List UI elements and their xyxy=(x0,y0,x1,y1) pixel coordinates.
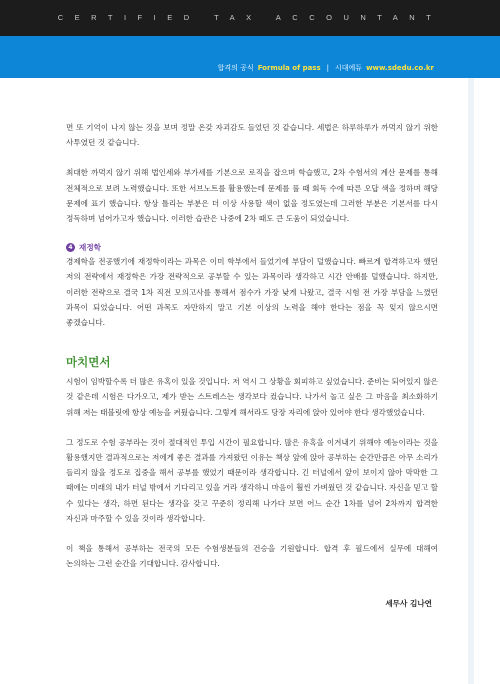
publisher-prefix: 시대에듀 xyxy=(335,64,363,72)
body-paragraph: 경제학을 전공했기에 재정학이라는 과목은 이미 학부에서 들었기에 부담이 덜했습니다. 빠르게 합격하고자 했던 저의 전략에서 재정학은 가장 전략적으로 공부할 수 있는 과목이라 생각하고 시간 안배를 덜했습니다. 하지만, 이러한 전략으로 결국 1차 직전 모의고사를 통해서 점수가 가장 낮게 나왔고, 결국 시험 전 가장 부담을 느꼈던 과목이 되었습니다. 어떤 과목도 자만하지 말고 기본 이상의 노력을 해야 한다는 점을 꼭 잊지 않으시면 좋겠습니다. xyxy=(66,257,438,328)
right-side-strip xyxy=(468,78,474,684)
body-paragraph: 이 책을 통해서 공부하는 전국의 모든 수험생분들의 건승을 기원합니다. 합격 후 필드에서 실무에 대해여 논의하는 그런 순간을 기대합니다. 감사합니다. xyxy=(66,544,438,569)
header-title: CERTIFIED TAX ACCOUNTANT xyxy=(57,13,443,22)
body-paragraph: 시험이 임박할수록 더 많은 유혹이 있을 것입니다. 저 역시 그 상황을 회피하고 싶었습니다. 준비는 되어있지 않은 것 같은데 시험은 다가오고, 제가 받는 스트레스는 생각보다 컸습니다. 나가서 놀고 싶은 그 마음을 최소화하기 위해 저는 태블릿에 항상 예능을 켜뒀습니다. 그렇게 해서라도 당장 자리에 앉아 있어야 한다 생각했었습니다. xyxy=(66,377,438,417)
subject-heading-text: 재정학 xyxy=(79,243,102,253)
body-paragraph: 최대한 까먹지 않기 위해 법인세와 부가세를 기본으로 로직을 잡으며 학습했고, 2차 수험서의 계산 문제를 통해 전체적으로 보려 노력했습니다. 또한 서브노트를 활용했는데 문제를 풀 때 회독 수에 따른 오답 색을 정하며 해당 문제에 표기 했습니다. 항상 틀리는 부분은 더 이상 사용할 색이 없을 정도였는데 그러한 부분은 기본서를 다시 정독하며 넘어가고자 했습니다. 이러한 습관은 나중에 2차 때도 큰 도움이 되었습니다. xyxy=(66,168,438,224)
header-tagline xyxy=(218,62,434,74)
author-signature: 세무사 김나연 xyxy=(385,599,432,608)
section-title: 마치면서 xyxy=(66,355,111,370)
page-content xyxy=(66,120,438,571)
publisher-url[interactable]: www.sdedu.co.kr xyxy=(366,64,434,72)
subject-heading xyxy=(66,241,438,254)
subject-number-icon: 4 xyxy=(66,243,75,252)
body-paragraph: 그 정도로 수험 공부라는 것이 절대적인 투입 시간이 필요합니다. 많은 유혹을 이겨내기 위해야 예능이라는 것을 활용했지만 결과적으로는 저에게 좋은 결과를 가져왔던 이유는 책상 앞에 앉아 공부하는 순간만큼은 아무 소리가 들리지 않을 정도로 집중을 해서 공부를 했었기 때문이라 생각합니다. 긴 터널에서 앞이 보이지 않아 막막한 그 때에는 미래의 내가 터널 밖에서 기다리고 있을 거라 생각하니 마음이 훨씬 가벼웠던 것 같습니다. 자신을 믿고 할 수 있다는 생각, 하면 된다는 생각을 갖고 꾸준히 정리해 나가다 보면 어느 순간 1차를 넘어 2차까지 합격한 자신과 마주할 수 있을 것이라 생각합니다. xyxy=(66,437,438,523)
body-paragraph: 면 또 기억이 나지 않는 것을 보며 정말 온갖 자괴감도 들었던 것 같습니다. 세법은 하루하루가 까먹지 않기 위한 사투였던 것 같습니다. xyxy=(66,123,438,148)
tagline-prefix: 합격의 공식 xyxy=(217,64,254,72)
tagline-brand: Formula of pass xyxy=(257,64,321,72)
top-header-bar xyxy=(0,0,500,36)
tagline-separator: | xyxy=(326,64,330,72)
